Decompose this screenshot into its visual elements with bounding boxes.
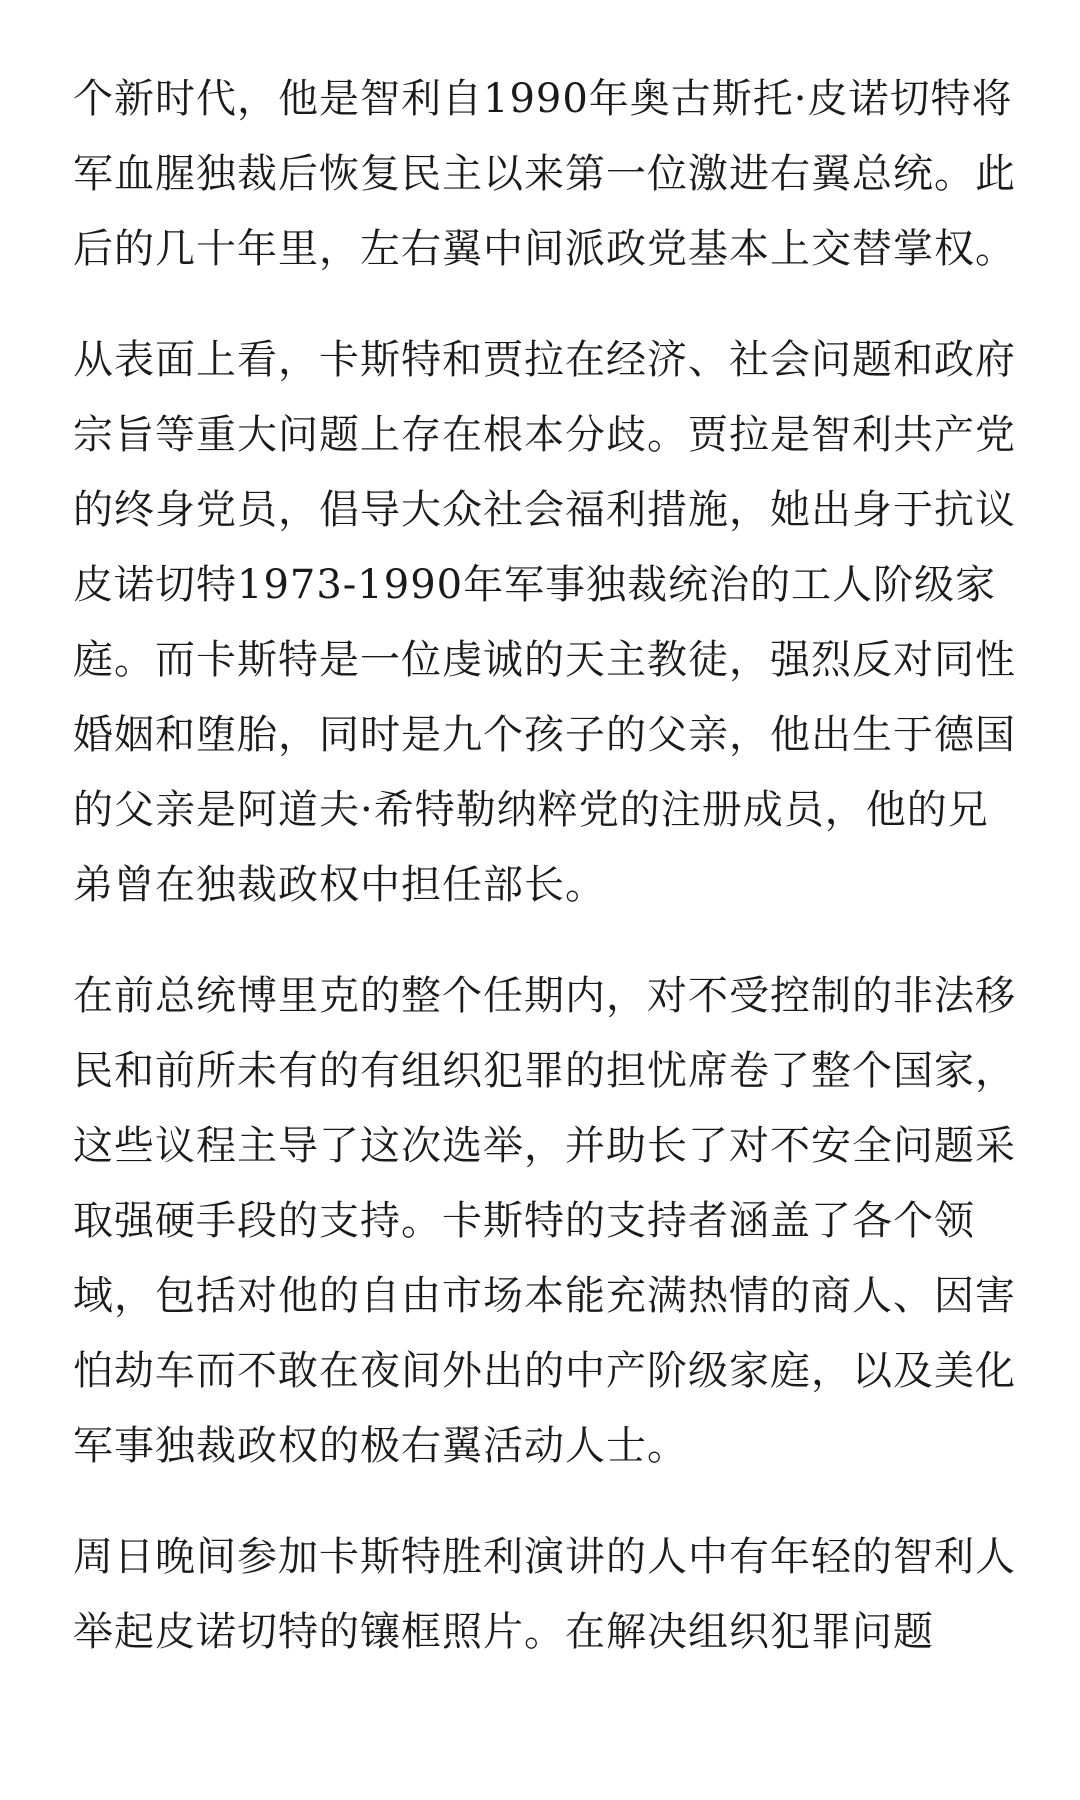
article-body (73, 62, 1018, 1706)
paragraph-2: 从表面上看，卡斯特和贾拉在经济、社会问题和政府宗旨等重大问题上存在根本分歧。贾拉是智利共产党的终身党员，倡导大众社会福利措施，她出身于抗议皮诺切特1973-1990年军事独裁统治的工人阶级家庭。而卡斯特是一位虔诚的天主教徒，强烈反对同性婚姻和堕胎，同时是九个孩子的父亲，他出生于德国的父亲是阿道夫·希特勒纳粹党的注册成员，他的兄弟曾在独裁政权中担任部长。 (73, 337, 1016, 908)
paragraph-3: 在前总统博里克的整个任期内，对不受控制的非法移民和前所未有的有组织犯罪的担忧席卷了整个国家，这些议程主导了这次选举，并助长了对不安全问题采取强硬手段的支持。卡斯特的支持者涵盖了各个领域，包括对他的自由市场本能充满热情的商人、因害怕劫车而不敢在夜间外出的中产阶级家庭，以及美化军事独裁政权的极右翼活动人士。 (73, 973, 1016, 1469)
paragraph-4: 周日晚间参加卡斯特胜利演讲的人中有年轻的智利人举起皮诺切特的镶框照片。在解决组织犯罪问题 (73, 1534, 1016, 1655)
paragraph-1: 个新时代，他是智利自1990年奥古斯托·皮诺切特将军血腥独裁后恢复民主以来第一位激进右翼总统。此后的几十年里，左右翼中间派政党基本上交替掌权。 (73, 76, 1016, 272)
